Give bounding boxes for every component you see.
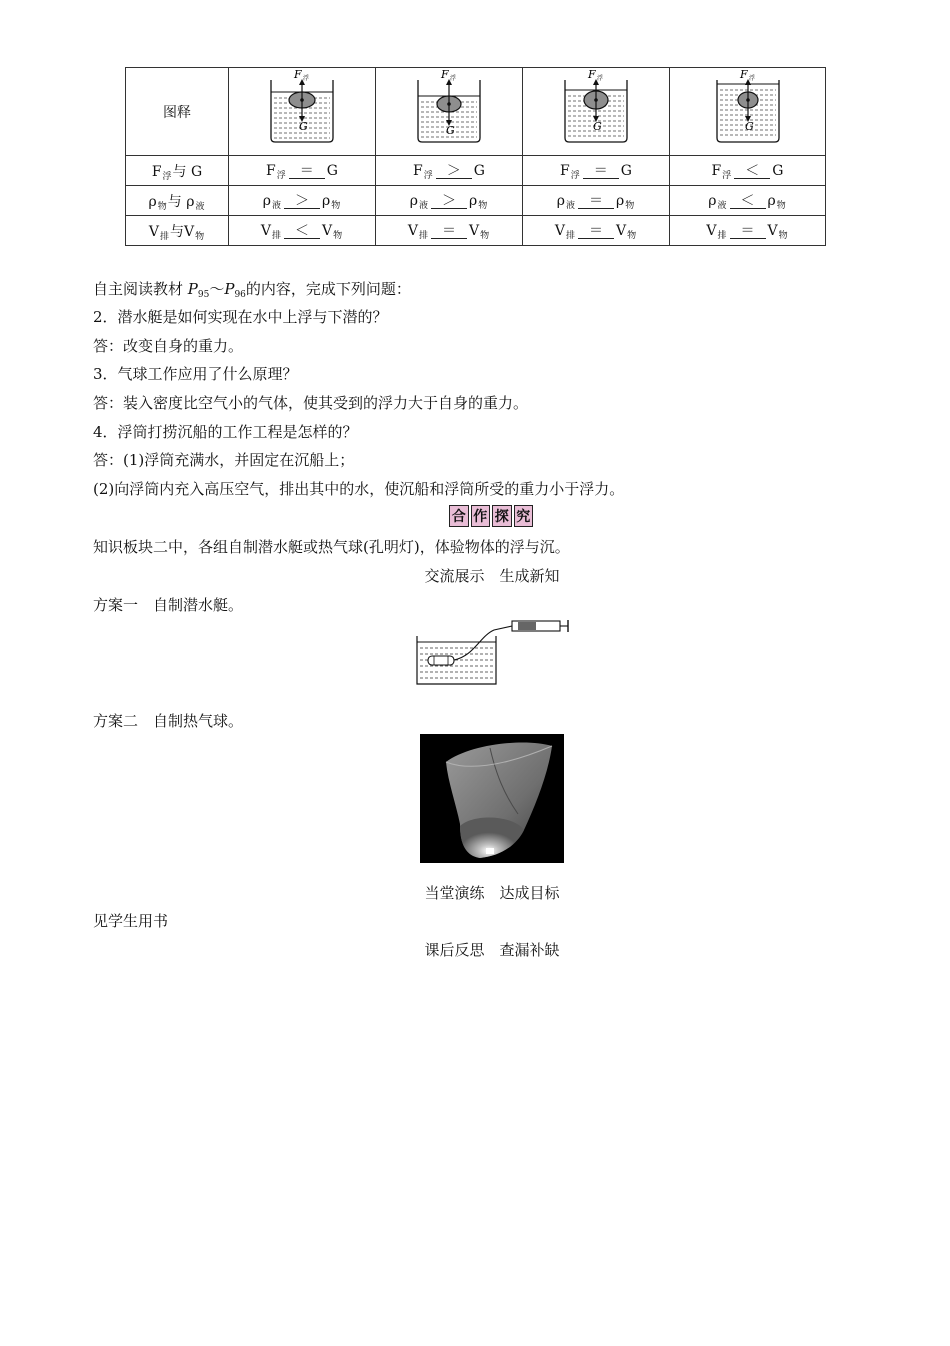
compare-cell: $\rho_液 > \rho_物$ [229, 186, 376, 216]
compare-cell: $V_排 < V_物$ [229, 216, 376, 246]
answer-blank: ＞ [284, 194, 320, 209]
cooperation-badge [449, 505, 533, 527]
badge-char: 究 [514, 505, 534, 527]
buoyancy-label-sub: 浮 [748, 74, 755, 82]
answer-4-part-1: 答：(1)浮筒充满水，并固定在沉船上； [93, 451, 355, 469]
compare-cell: $F_浮 > G$ [376, 156, 523, 186]
beaker-figure-3 [551, 70, 641, 154]
compare-cell: $V_排 = V_物$ [376, 216, 523, 246]
row-head-density: $\rho_物$与 $\rho_液$ [126, 186, 229, 216]
compare-cell: $\rho_液 > \rho_物$ [376, 186, 523, 216]
question-2: 2．潜水艇是如何实现在水中上浮与下潜的？ [93, 308, 388, 326]
buoyancy-label: F [441, 69, 449, 81]
answer-blank: ＝ [289, 164, 325, 179]
badge-char: 合 [449, 505, 469, 527]
table-row-figures [126, 68, 826, 156]
row-head-volume: $V_排$与$V_物$ [126, 216, 229, 246]
gravity-label: G [593, 119, 602, 133]
question-3: 3．气球工作应用了什么原理？ [93, 365, 298, 383]
beaker-figure-4 [703, 70, 793, 154]
row-head-figure: 图释 [126, 68, 229, 156]
plan-1-title: 方案一 自制潜水艇。 [93, 596, 244, 614]
intro-line: 自主阅读教材 $P_{95}\sim P_{96}$的内容，完成下列问题： [93, 280, 411, 300]
buoyancy-label-sub: 浮 [303, 74, 310, 82]
answer-blank: ＝ [730, 224, 766, 239]
figure-cell-2 [376, 68, 523, 156]
compare-cell: $V_排 = V_物$ [670, 216, 826, 246]
gravity-label: G [299, 119, 308, 133]
heading-exchange: 交流展示 生成新知 [424, 567, 560, 585]
buoyancy-label: F [294, 69, 302, 81]
answer-blank: ＝ [431, 224, 467, 239]
compare-cell: $F_浮 < G$ [670, 156, 826, 186]
figure-cell-4 [670, 68, 826, 156]
figure-cell-1 [229, 68, 376, 156]
buoyancy-comparison-table [125, 67, 826, 246]
see-student-book: 见学生用书 [93, 912, 169, 930]
figure-cell-3 [523, 68, 670, 156]
question-4: 4．浮筒打捞沉船的工作工程是怎样的？ [93, 423, 358, 441]
answer-blank: ＝ [583, 164, 619, 179]
buoyancy-label-sub: 浮 [597, 74, 604, 82]
answer-blank: ＞ [431, 194, 467, 209]
sky-lantern-photo [420, 734, 564, 863]
heading-practice: 当堂演练 达成目标 [424, 884, 560, 902]
table-row [126, 216, 826, 246]
compare-cell: $F_浮 = G$ [229, 156, 376, 186]
gravity-label: G [446, 123, 455, 137]
plan-2-title: 方案二 自制热气球。 [93, 712, 244, 730]
compare-cell: $\rho_液 < \rho_物$ [670, 186, 826, 216]
answer-3: 答：装入密度比空气小的气体，使其受到的浮力大于自身的重力。 [93, 394, 529, 412]
table-row [126, 186, 826, 216]
answer-blank: ＞ [436, 164, 472, 179]
badge-char: 作 [471, 505, 491, 527]
answer-blank: ＝ [578, 194, 614, 209]
answer-4-part-2: (2)向浮筒内充入高压空气，排出其中的水，使沉船和浮筒所受的重力小于浮力。 [93, 480, 625, 498]
row-head-force: $F_浮$与 G [126, 156, 229, 186]
buoyancy-label: F [739, 69, 748, 81]
heading-reflect: 课后反思 查漏补缺 [424, 941, 560, 959]
answer-blank: ＜ [284, 224, 320, 239]
beaker-figure-1 [257, 70, 347, 154]
answer-blank: ＜ [730, 194, 766, 209]
submarine-apparatus-figure [414, 616, 574, 688]
answer-blank: ＝ [578, 224, 614, 239]
table-row [126, 156, 826, 186]
answer-2: 答：改变自身的重力。 [93, 337, 244, 355]
block-2-text: 知识板块二中，各组自制潜水艇或热气球(孔明灯)，体验物体的浮与沉。 [93, 538, 570, 556]
buoyancy-label: F [588, 69, 596, 81]
buoyancy-label-sub: 浮 [450, 74, 457, 82]
gravity-label: G [744, 119, 754, 133]
compare-cell: $V_排 = V_物$ [523, 216, 670, 246]
beaker-figure-2 [404, 70, 494, 154]
compare-cell: $\rho_液 = \rho_物$ [523, 186, 670, 216]
badge-char: 探 [492, 505, 512, 527]
compare-cell: $F_浮 = G$ [523, 156, 670, 186]
answer-blank: ＜ [734, 164, 770, 179]
